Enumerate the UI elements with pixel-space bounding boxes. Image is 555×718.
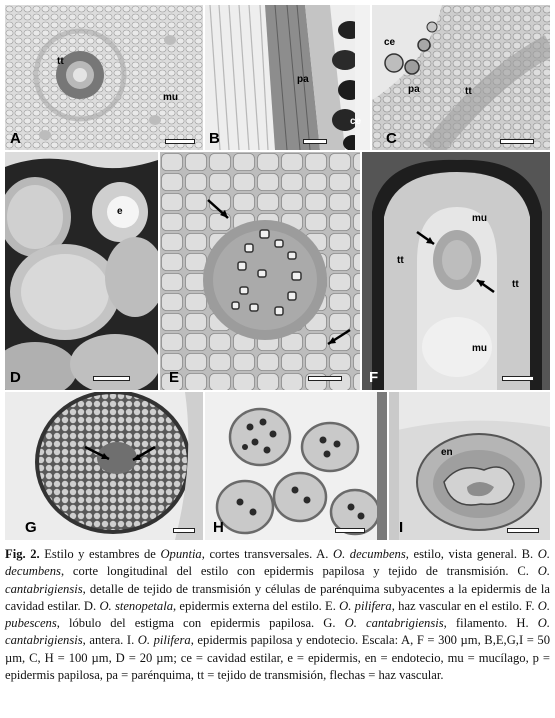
caption-text: , lóbulo del estigma con epidermis papilosa. G. <box>56 616 345 631</box>
panel-i-letter: I <box>399 519 404 536</box>
panel-d-micrograph <box>5 152 158 390</box>
caption-species: O. decumbens <box>5 547 550 579</box>
panel-f-tt-right-label: tt <box>512 279 519 290</box>
panel-c-scale-bar <box>500 139 534 144</box>
caption-text: , epidermis papilosa y endotecio. Escala: A, F = 300 µm, B,E,G,I = 50 µm, C, H = 100 µm, D = 20 µm; ce = cavidad estilar, e = epidermis, en = endotecio, mu = mucílago, p = epidermis papilosa, pa = parénquima, tt = tejido de transmisión, flechas = haz vascular. <box>5 633 550 683</box>
panel-i-en-label: en <box>441 447 453 458</box>
panel-a-letter: A <box>10 130 21 147</box>
panel-c-pa-label: pa <box>408 84 420 95</box>
panel-e <box>160 152 360 390</box>
panel-c-micrograph <box>372 5 550 150</box>
panel-d <box>5 152 158 390</box>
caption-species: O. cantabrigiensis <box>344 616 444 631</box>
caption-species: O. decumbens <box>332 547 406 561</box>
panel-a <box>5 5 203 150</box>
panel-f-micrograph <box>362 152 550 390</box>
panel-e-scale-bar <box>308 376 342 381</box>
caption-text: , haz vascular en el estilo. F. <box>391 598 538 613</box>
panel-d-letter: D <box>10 369 21 386</box>
panel-c-tt-label: tt <box>465 86 472 97</box>
caption-text: , epidermis externa del estilo. E. <box>173 598 340 613</box>
panel-e-micrograph <box>160 152 360 390</box>
panel-d-scale-bar <box>93 376 130 381</box>
panel-c <box>372 5 550 150</box>
panel-g-scale-bar <box>173 528 195 533</box>
caption-text: , filamento. H. <box>443 616 538 631</box>
panel-i <box>389 392 550 540</box>
panel-h-micrograph <box>205 392 387 540</box>
panel-c-ce-label: ce <box>384 37 396 48</box>
panel-b-micrograph <box>205 5 370 150</box>
caption-text: , cortes transversales. A. <box>201 547 333 561</box>
panel-h-scale-bar <box>335 528 365 533</box>
panel-f-tt-left-label: tt <box>397 255 404 266</box>
caption-species: O. stenopetala <box>99 598 174 613</box>
caption-species: O. cantabrigiensis <box>5 564 550 596</box>
figure-number: Fig. 2. <box>5 547 40 561</box>
caption-text: , antera. I. <box>82 633 138 648</box>
caption-species: O. pubescens <box>5 598 550 631</box>
panel-e-letter: E <box>169 369 180 386</box>
panel-a-micrograph <box>5 5 203 150</box>
caption-text: , corte longitudinal del estilo con epidermis papilosa y tejido de transmisión. C. <box>60 564 538 579</box>
panel-g-micrograph <box>5 392 203 540</box>
caption-species: O. pilifera <box>137 633 191 648</box>
caption-text: , estilo, vista general. B. <box>405 547 538 561</box>
caption-text: Estilo y estambres de <box>39 547 161 561</box>
caption-species: O. cantabrigiensis <box>5 616 550 648</box>
panel-h <box>205 392 387 540</box>
panel-g <box>5 392 203 540</box>
caption-genus: Opuntia <box>160 547 202 561</box>
panel-f-scale-bar <box>502 376 534 381</box>
panel-a-tt-label: tt <box>57 56 64 67</box>
panel-b-letter: B <box>209 130 220 147</box>
panel-f <box>362 152 550 390</box>
caption-text: , detalle de tejido de transmisión y células de parénquima subyacentes a la epidermis de la cavidad estilar. D. <box>5 581 550 613</box>
panel-g-letter: G <box>25 519 37 536</box>
figure-caption <box>5 546 550 684</box>
panel-b-pa-label: pa <box>297 74 309 85</box>
panel-b <box>205 5 370 150</box>
panel-b-scale-bar <box>303 139 327 144</box>
panel-f-letter: F <box>369 369 379 386</box>
panel-a-scale-bar <box>165 139 195 144</box>
panel-i-micrograph <box>389 392 550 540</box>
panel-d-e-label: e <box>117 206 123 217</box>
panel-b-ce-label: ce <box>350 116 362 127</box>
panel-f-mu-bottom-label: mu <box>472 343 487 354</box>
panel-h-letter: H <box>213 519 224 536</box>
panel-f-mu-top-label: mu <box>472 213 487 224</box>
panel-a-mu-label: mu <box>163 92 178 103</box>
panel-i-scale-bar <box>507 528 539 533</box>
panel-c-letter: C <box>386 130 397 147</box>
caption-species: O. pilifera <box>339 598 392 613</box>
